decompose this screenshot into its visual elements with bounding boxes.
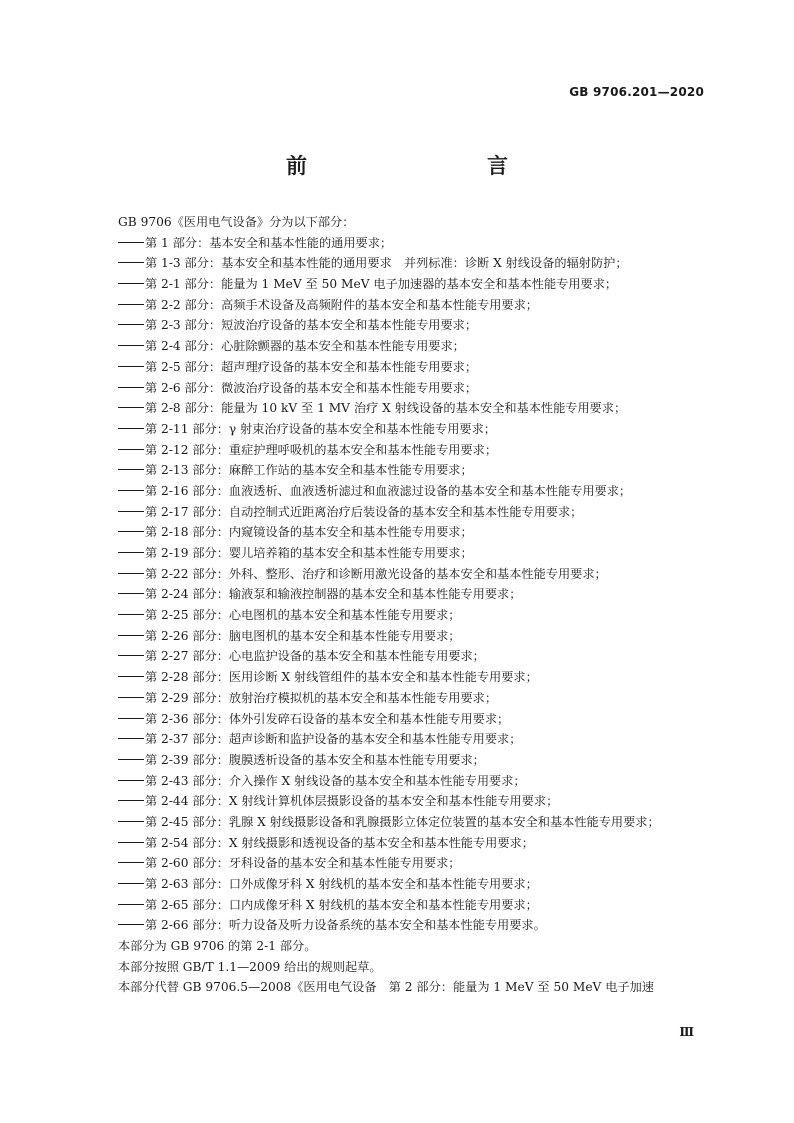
- dash-bullet: [118, 697, 144, 698]
- intro-line: GB 9706《医用电气设备》分为以下部分：: [118, 215, 355, 229]
- list-item-text: 第 2-66 部分：听力设备及听力设备系统的基本安全和基本性能专用要求。: [145, 918, 546, 933]
- page-number: Ⅲ: [679, 1025, 694, 1039]
- list-item: [118, 398, 718, 419]
- list-item-text: 第 2-4 部分：心脏除颤器的基本安全和基本性能专用要求；: [145, 339, 465, 354]
- list-item-text: 第 2-44 部分：X 射线计算机体层摄影设备的基本安全和基本性能专用要求；: [145, 794, 559, 809]
- list-item-text: 第 2-63 部分：口外成像牙科 X 射线机的基本安全和基本性能专用要求；: [145, 877, 538, 891]
- list-item: [118, 378, 718, 399]
- list-item-text: 第 1 部分：基本安全和基本性能的通用要求；: [145, 235, 393, 250]
- list-item: [118, 584, 718, 605]
- list-item: [118, 895, 718, 916]
- list-item: [118, 522, 718, 543]
- list-item: [118, 915, 718, 936]
- list-item-text: 第 2-6 部分：微波治疗设备的基本安全和基本性能专用要求；: [145, 380, 478, 395]
- list-item-text: 第 2-39 部分：腹膜透析设备的基本安全和基本性能专用要求；: [145, 752, 485, 767]
- list-item-text: 第 2-28 部分：医用诊断 X 射线管组件的基本安全和基本性能专用要求；: [145, 670, 538, 685]
- dash-bullet: [118, 573, 144, 574]
- list-item-text: 第 1-3 部分：基本安全和基本性能的通用要求 并列标准：诊断 X 射线设备的辐射防护；: [145, 256, 628, 271]
- dash-bullet: [118, 490, 144, 491]
- list-item-text: 第 2-36 部分：体外引发碎石设备的基本安全和基本性能专用要求；: [145, 711, 510, 726]
- list-item-text: 第 2-19 部分：婴儿培养箱的基本安全和基本性能专用要求；: [145, 546, 473, 560]
- parts-list: [118, 233, 718, 936]
- list-item-text: 第 2-16 部分：血液透析、血液透析滤过和血液滤过设备的基本安全和基本性能专用要求；: [145, 483, 632, 498]
- list-item: [118, 315, 718, 336]
- list-item-text: 第 2-43 部分：介入操作 X 射线设备的基本安全和基本性能专用要求；: [145, 773, 526, 788]
- list-item-text: 第 2-8 部分：能量为 10 kV 至 1 MV 治疗 X 射线设备的基本安全和基本性能专用要求；: [145, 401, 627, 416]
- list-item: [118, 646, 718, 667]
- dash-bullet: [118, 800, 144, 801]
- standard-code: GB 9706.201—2020: [569, 85, 704, 99]
- list-item: [118, 357, 718, 378]
- dash-bullet: [118, 780, 144, 781]
- dash-bullet: [118, 366, 144, 367]
- dash-bullet: [118, 655, 144, 656]
- dash-bullet: [118, 242, 144, 243]
- list-item-text: 第 2-27 部分：心电监护设备的基本安全和基本性能专用要求；: [145, 649, 485, 664]
- list-item: [118, 626, 718, 647]
- list-item-text: 第 2-12 部分：重症护理呼吸机的基本安全和基本性能专用要求；: [145, 442, 498, 457]
- dash-bullet: [118, 862, 144, 863]
- list-item: [118, 771, 718, 792]
- list-item-text: 第 2-45 部分：乳腺 X 射线摄影设备和乳腺摄影立体定位装置的基本安全和基本性能专用要求；: [145, 814, 660, 829]
- closing-list: [118, 936, 718, 998]
- list-item-text: 第 2-18 部分：内窥镜设备的基本安全和基本性能专用要求；: [145, 525, 473, 540]
- list-item-text: 第 2-22 部分：外科、整形、治疗和诊断用激光设备的基本安全和基本性能专用要求；: [145, 566, 607, 581]
- list-item: [118, 460, 718, 481]
- page-title: 前 言: [286, 154, 554, 178]
- list-item-text: 第 2-25 部分：心电图机的基本安全和基本性能专用要求；: [145, 608, 461, 623]
- list-item: [118, 295, 718, 316]
- dash-bullet: [118, 428, 144, 429]
- list-item-text: 第 2-13 部分：麻醉工作站的基本安全和基本性能专用要求；: [145, 463, 473, 478]
- list-item: [118, 688, 718, 709]
- list-item-text: 第 2-3 部分：短波治疗设备的基本安全和基本性能专用要求；: [145, 318, 478, 333]
- dash-bullet: [118, 883, 144, 884]
- dash-bullet: [118, 676, 144, 677]
- list-item: [118, 833, 718, 854]
- list-item: [118, 709, 718, 730]
- list-item: [118, 853, 718, 874]
- dash-bullet: [118, 304, 144, 305]
- dash-bullet: [118, 821, 144, 822]
- list-item-text: 第 2-24 部分：输液泵和输液控制器的基本安全和基本性能专用要求；: [145, 587, 522, 602]
- list-item-text: 第 2-54 部分：X 射线摄影和透视设备的基本安全和基本性能专用要求；: [145, 835, 534, 850]
- list-item: [118, 667, 718, 688]
- list-item: [118, 274, 718, 295]
- list-item: [118, 729, 718, 750]
- list-item-text: 第 2-65 部分：口内成像牙科 X 射线机的基本安全和基本性能专用要求；: [145, 897, 538, 912]
- dash-bullet: [118, 387, 144, 388]
- list-item-text: 第 2-17 部分：自动控制式近距离治疗后装设备的基本安全和基本性能专用要求；: [145, 504, 583, 519]
- dash-bullet: [118, 407, 144, 408]
- list-item-text: 第 2-11 部分：γ 射束治疗设备的基本安全和基本性能专用要求；: [145, 421, 496, 436]
- dash-bullet: [118, 531, 144, 532]
- paragraph-line: 本部分为 GB 9706 的第 2-1 部分。: [118, 939, 317, 954]
- dash-bullet: [118, 511, 144, 512]
- list-item: [118, 791, 718, 812]
- document-body: [118, 212, 718, 998]
- list-item-text: 第 2-29 部分：放射治疗模拟机的基本安全和基本性能专用要求；: [145, 690, 498, 705]
- dash-bullet: [118, 635, 144, 636]
- list-item: [118, 750, 718, 771]
- list-item: [118, 233, 718, 254]
- dash-bullet: [118, 904, 144, 905]
- dash-bullet: [118, 345, 144, 346]
- list-item: [118, 543, 718, 564]
- dash-bullet: [118, 593, 144, 594]
- list-item-text: 第 2-60 部分：牙科设备的基本安全和基本性能专用要求；: [145, 856, 461, 871]
- list-item-text: 第 2-37 部分：超声诊断和监护设备的基本安全和基本性能专用要求；: [145, 732, 522, 747]
- list-item-text: 第 2-5 部分：超声理疗设备的基本安全和基本性能专用要求；: [145, 359, 478, 374]
- list-item: [118, 605, 718, 626]
- paragraph-line: 本部分代替 GB 9706.5—2008《医用电气设备 第 2 部分：能量为 1 MeV 至 50 MeV 电子加速: [118, 980, 654, 995]
- dash-bullet: [118, 324, 144, 325]
- dash-bullet: [118, 552, 144, 553]
- dash-bullet: [118, 924, 144, 925]
- list-item-text: 第 2-1 部分：能量为 1 MeV 至 50 MeV 电子加速器的基本安全和基本性能专用要求；: [145, 277, 618, 292]
- dash-bullet: [118, 759, 144, 760]
- dash-bullet: [118, 614, 144, 615]
- dash-bullet: [118, 449, 144, 450]
- list-item: [118, 253, 718, 274]
- list-item: [118, 564, 718, 585]
- list-item: [118, 336, 718, 357]
- list-item-text: 第 2-2 部分：高频手术设备及高频附件的基本安全和基本性能专用要求；: [145, 297, 538, 312]
- paragraph-line: 本部分按照 GB/T 1.1—2009 给出的规则起草。: [118, 959, 382, 974]
- dash-bullet: [118, 469, 144, 470]
- list-item: [118, 502, 718, 523]
- list-item: [118, 812, 718, 833]
- dash-bullet: [118, 718, 144, 719]
- dash-bullet: [118, 842, 144, 843]
- list-item: [118, 481, 718, 502]
- dash-bullet: [118, 262, 144, 263]
- dash-bullet: [118, 738, 144, 739]
- list-item: [118, 419, 718, 440]
- list-item: [118, 874, 718, 895]
- list-item: [118, 440, 718, 461]
- dash-bullet: [118, 283, 144, 284]
- list-item-text: 第 2-26 部分：脑电图机的基本安全和基本性能专用要求；: [145, 628, 461, 643]
